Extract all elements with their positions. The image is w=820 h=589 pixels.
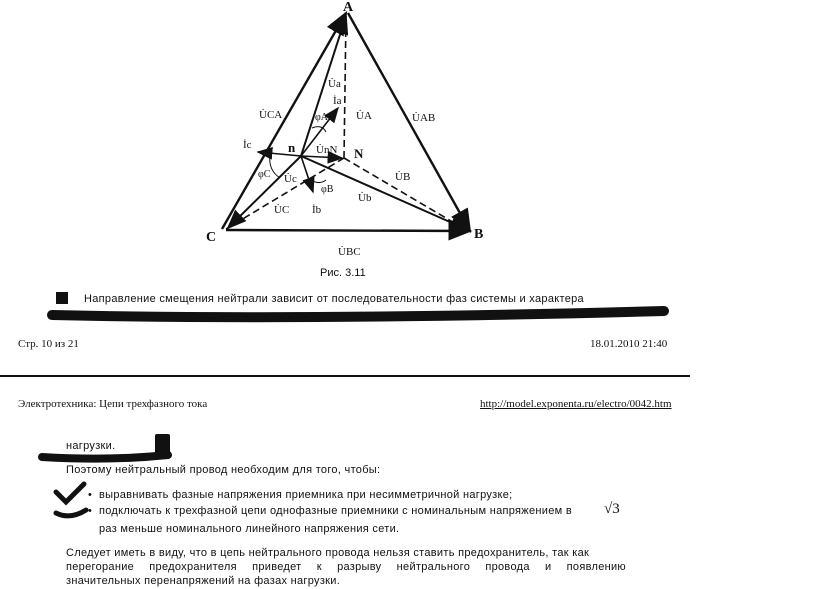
label-u-bc: U̇BC xyxy=(338,246,361,258)
label-u-nn: U̇nN xyxy=(316,144,338,156)
paragraph-line-2: перегорание предохранителя приведет к разрыву нейтрального провода и появлению xyxy=(66,561,626,573)
label-phi-c: φC xyxy=(258,169,271,180)
footer-page-number: Стр. 10 из 21 xyxy=(18,338,79,350)
bullet-item-2-line1: подключать к трехфазной цепи однофазные приемники с номинальным напряжением в xyxy=(99,505,572,517)
vertex-n-small-label: n xyxy=(288,140,296,155)
vertex-n-big-label: N xyxy=(354,146,364,161)
vertex-b-label: B xyxy=(474,227,484,242)
figure-caption: Рис. 3.11 xyxy=(320,267,366,279)
label-u-ab: U̇AB xyxy=(412,112,436,124)
label-i-a: İa xyxy=(333,95,342,107)
header-title: Электротехника: Цепи трехфазного тока xyxy=(18,398,208,410)
phasor-diagram xyxy=(0,0,820,270)
continuation-text: нагрузки. xyxy=(66,440,116,452)
label-u-b-small: U̇b xyxy=(358,192,372,204)
sqrt-three: √3 xyxy=(604,501,620,517)
footer-datetime: 18.01.2010 21:40 xyxy=(590,338,668,350)
bullet-dot-2: • xyxy=(88,505,93,517)
bullet-item-1: выравнивать фазные напряжения приемника при несимметричной нагрузке; xyxy=(99,489,513,501)
page1-text-line: Направление смещения нейтрали зависит от последовательности фаз системы и характера xyxy=(84,293,584,305)
bullet-item-2-line2: раз меньше номинального линейного напряжения сети. xyxy=(99,523,400,535)
label-i-c: İc xyxy=(243,139,252,151)
dashed-na xyxy=(344,16,346,158)
label-u-c-small: U̇c xyxy=(284,173,297,185)
bullet-dot-1: • xyxy=(88,489,93,501)
solid-nc xyxy=(228,156,301,228)
paragraph-line-1: Следует иметь в виду, что в цепь нейтрального провода нельзя ставить предохранитель, так как xyxy=(66,547,590,559)
label-u-b-big: U̇B xyxy=(395,171,411,183)
intro-text: Поэтому нейтральный провод необходим для того, чтобы: xyxy=(66,464,381,476)
label-phi-a: φA xyxy=(315,112,328,123)
check-marks xyxy=(50,480,95,525)
label-phi-b: φB xyxy=(321,184,334,195)
vertex-a-label: A xyxy=(343,0,354,15)
header-url-link[interactable]: http://model.exponenta.ru/electro/0042.htm xyxy=(480,398,672,410)
label-u-a-small: U̇a xyxy=(328,78,341,90)
vertex-c-label: C xyxy=(206,230,217,245)
paragraph-line-3: значительных перенапряжений на фазах нагрузки. xyxy=(66,575,341,587)
side-bc xyxy=(226,230,470,231)
marker-scribble-1 xyxy=(0,285,700,330)
label-u-c-big: U̇C xyxy=(274,204,290,216)
label-u-ca: U̇CA xyxy=(259,109,283,121)
arc-phi-c xyxy=(270,155,280,178)
page-separator xyxy=(0,375,690,377)
label-i-b: İb xyxy=(312,204,322,216)
label-u-a-big: U̇A xyxy=(356,110,372,122)
